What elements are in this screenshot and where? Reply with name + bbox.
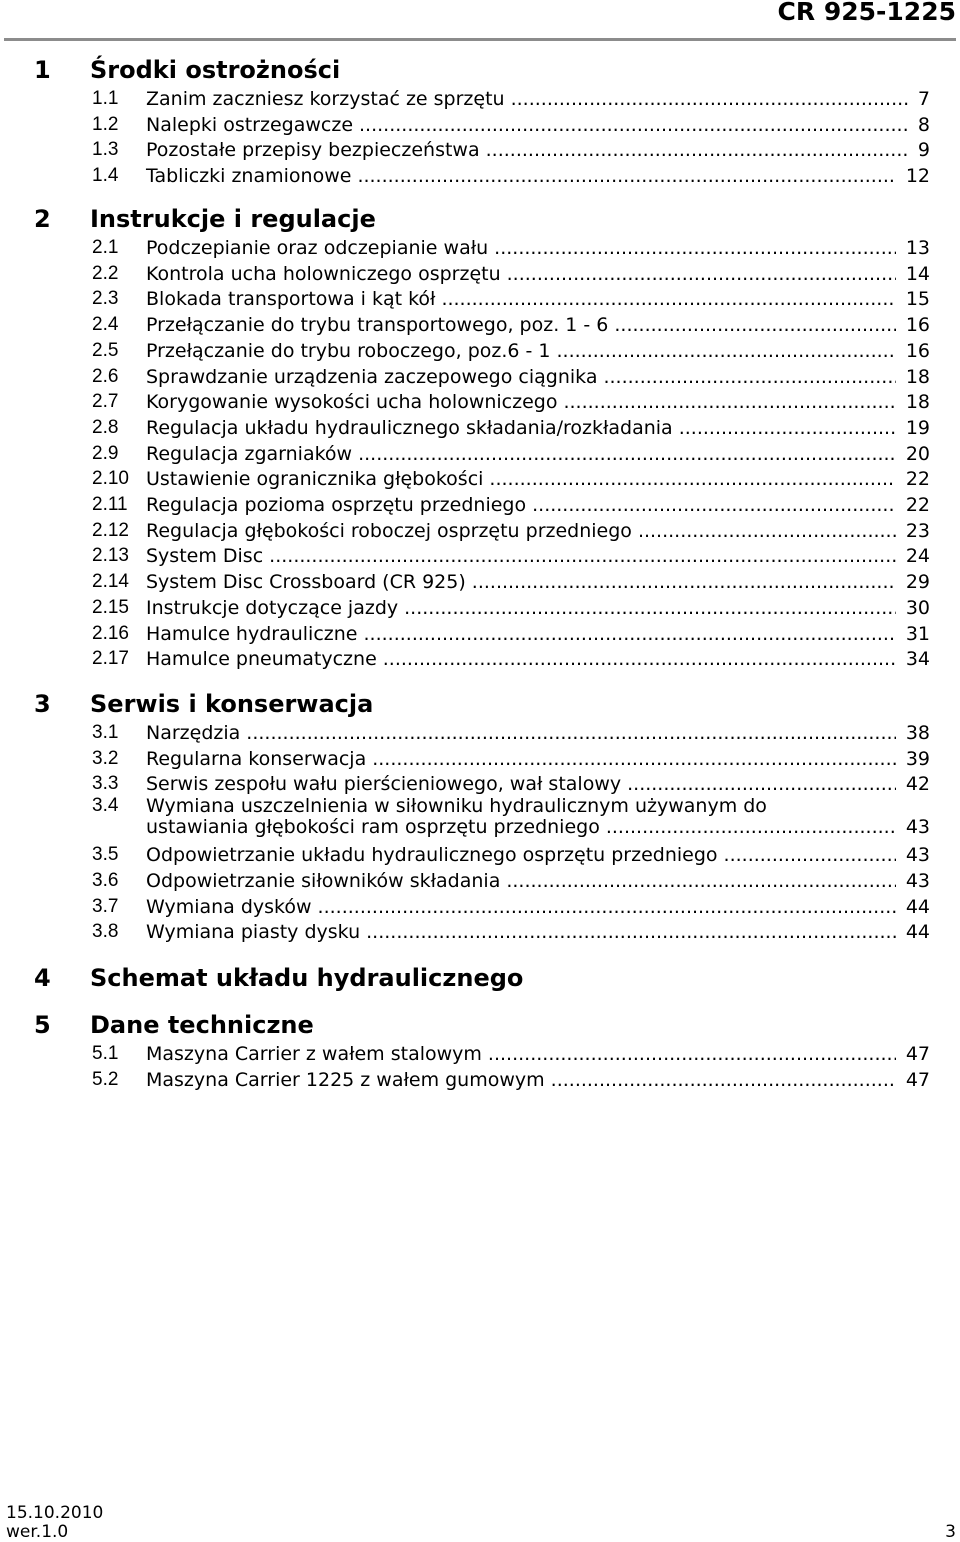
- toc-chapter: [0, 201, 960, 237]
- section-number: 1.1: [92, 88, 119, 109]
- toc-entry[interactable]: [0, 797, 960, 841]
- section-number: 2.14: [92, 571, 129, 593]
- toc-entry[interactable]: [0, 746, 960, 772]
- toc-entry-line: [146, 1067, 930, 1093]
- section-title: Maszyna Carrier 1225 z wałem gumowym: [146, 1068, 545, 1091]
- section-title: Kontrola ucha holowniczego osprzętu: [146, 262, 501, 285]
- toc-entry[interactable]: [0, 86, 960, 112]
- toc-entry-line: [146, 868, 930, 894]
- dot-leader: [359, 112, 908, 138]
- toc-entry[interactable]: [0, 569, 960, 595]
- dot-leader: [441, 286, 895, 312]
- toc-entry[interactable]: [0, 112, 960, 138]
- dot-leader: [269, 543, 896, 569]
- toc-entry[interactable]: [0, 163, 960, 189]
- toc-entry-line: [146, 842, 930, 868]
- toc-entry[interactable]: [0, 389, 960, 415]
- toc-chapter: [0, 686, 960, 722]
- dot-leader: [603, 364, 895, 390]
- toc-entry-line: [146, 816, 930, 838]
- page-number: 47: [905, 1043, 930, 1065]
- toc-entry[interactable]: [0, 137, 960, 163]
- toc-entry-line: [146, 338, 930, 364]
- dot-leader: [638, 518, 896, 544]
- toc-entry-line: [146, 746, 930, 772]
- dot-leader: [472, 569, 896, 595]
- section-title: Sprawdzanie urządzenia zaczepowego ciągnika: [146, 365, 598, 388]
- dot-leader: [551, 1067, 896, 1093]
- section-title-line1: Wymiana uszczelnienia w siłowniku hydraulicznym używanym do: [146, 795, 767, 818]
- toc-entry-line: [146, 1041, 930, 1067]
- section-title: Maszyna Carrier z wałem stalowym: [146, 1043, 482, 1065]
- section-title: Nalepki ostrzegawcze: [146, 113, 354, 136]
- section-title: Narzędzia: [146, 722, 241, 744]
- toc-entry-line: [146, 466, 930, 492]
- page-number: 7: [917, 88, 930, 110]
- toc-entry[interactable]: [0, 1041, 960, 1067]
- dot-leader: [383, 646, 896, 672]
- toc-entry-line: [146, 112, 930, 138]
- section-title: Odpowietrzanie siłowników składania: [146, 869, 501, 892]
- page-number: 18: [905, 391, 930, 414]
- section-title: Odpowietrzanie układu hydraulicznego osprzętu przedniego: [146, 844, 718, 867]
- section-number: 2.10: [92, 468, 129, 490]
- toc-entry[interactable]: [0, 842, 960, 868]
- page-number: 15: [905, 288, 930, 311]
- page-number: 22: [905, 494, 930, 516]
- toc-entry[interactable]: [0, 235, 960, 261]
- page-number: 39: [905, 747, 930, 770]
- page-number: 43: [905, 844, 930, 867]
- section-number: 2.12: [92, 519, 129, 541]
- toc-entry[interactable]: [0, 441, 960, 467]
- document-code: CR 925-1225: [777, 0, 956, 26]
- section-number: 2.2: [92, 262, 119, 284]
- dot-leader: [557, 338, 896, 364]
- page-number: 22: [905, 468, 930, 491]
- dot-leader: [511, 86, 908, 112]
- section-title: Przełączanie do trybu roboczego, poz.6 - 1: [146, 339, 551, 362]
- chapter-number: 1: [34, 56, 51, 84]
- section-number: 3.5: [92, 844, 119, 866]
- section-number: 2.8: [92, 416, 119, 438]
- section-number: 2.6: [92, 365, 119, 387]
- dot-leader: [679, 415, 896, 441]
- toc-entry[interactable]: [0, 286, 960, 312]
- chapter-number: 4: [34, 964, 51, 992]
- page-number: 16: [905, 314, 930, 337]
- toc-entry[interactable]: [0, 364, 960, 390]
- dot-leader: [486, 137, 908, 163]
- dot-leader: [246, 720, 896, 746]
- section-title: Tabliczki znamionowe: [146, 165, 352, 188]
- footer-page-number: 3: [945, 1522, 956, 1542]
- toc-entry[interactable]: [0, 720, 960, 746]
- toc-entry[interactable]: [0, 518, 960, 544]
- section-title: Pozostałe przepisy bezpieczeństwa: [146, 139, 480, 162]
- toc-entry-line: [146, 894, 930, 920]
- toc-entry[interactable]: [0, 338, 960, 364]
- toc-entry-line: [146, 235, 930, 261]
- page-number: 34: [905, 648, 930, 671]
- section-number: 2.7: [92, 391, 119, 413]
- page-number: 43: [905, 869, 930, 892]
- section-number: 2.16: [92, 622, 129, 644]
- toc-entry-line: [146, 415, 930, 441]
- toc-entry[interactable]: [0, 868, 960, 894]
- page-number: 14: [905, 262, 930, 285]
- section-number: 2.3: [92, 288, 119, 310]
- toc-entry-line: [146, 137, 930, 163]
- chapter-title: Środki ostrożności: [90, 56, 341, 84]
- toc-entry[interactable]: [0, 1067, 960, 1093]
- page-number: 47: [905, 1068, 930, 1091]
- dot-leader: [563, 389, 895, 415]
- section-number: 2.15: [92, 596, 129, 618]
- toc-entry[interactable]: [0, 646, 960, 672]
- chapter-number: 5: [34, 1011, 51, 1039]
- chapter-title: Schemat układu hydraulicznego: [90, 964, 524, 992]
- section-title: Serwis zespołu wału pierścieniowego, wał stalowy: [146, 773, 622, 796]
- dot-leader: [506, 868, 895, 894]
- chapter-title: Instrukcje i regulacje: [90, 205, 376, 233]
- section-number: 5.2: [92, 1068, 119, 1090]
- section-title: Regulacja głębokości roboczej osprzętu przedniego: [146, 519, 632, 542]
- page-number: 44: [905, 895, 930, 918]
- dot-leader: [489, 466, 895, 492]
- toc-entry-line: [146, 720, 930, 746]
- toc-entry[interactable]: [0, 771, 960, 797]
- toc-entry-line: [146, 286, 930, 312]
- section-number: 5.1: [92, 1043, 119, 1064]
- dot-leader: [488, 1041, 896, 1067]
- toc-entry-line: [146, 492, 930, 518]
- toc-entry[interactable]: [0, 543, 960, 569]
- section-title: Regulacja zgarniaków: [146, 442, 353, 465]
- page-number: 12: [905, 165, 930, 188]
- section-title: Regulacja pozioma osprzętu przedniego: [146, 494, 527, 516]
- section-number: 2.17: [92, 648, 129, 670]
- section-title: ustawiania głębokości ram osprzętu przedniego: [146, 816, 600, 839]
- page-number: 31: [905, 622, 930, 645]
- section-number: 3.3: [92, 773, 119, 795]
- chapter-number: 2: [34, 205, 51, 233]
- dot-leader: [606, 816, 896, 838]
- section-title: Zanim zaczniesz korzystać ze sprzętu: [146, 88, 505, 110]
- section-title: Podczepianie oraz odczepianie wału: [146, 237, 489, 259]
- section-number: 2.5: [92, 339, 119, 361]
- page-number: 44: [905, 921, 930, 944]
- section-number: 3.1: [92, 722, 119, 743]
- dot-leader: [627, 771, 896, 797]
- page-number: 42: [905, 773, 930, 796]
- toc-entry-line: [146, 86, 930, 112]
- page-number: 13: [905, 237, 930, 259]
- section-number: 3.7: [92, 895, 119, 917]
- page-number: 9: [917, 139, 930, 162]
- toc-entry-line: [146, 595, 930, 621]
- chapter-title: Dane techniczne: [90, 1011, 314, 1039]
- header-divider: [4, 38, 956, 41]
- page-number: 23: [905, 519, 930, 542]
- section-number: 2.4: [92, 314, 119, 336]
- page-number: 29: [905, 571, 930, 594]
- section-number: 1.3: [92, 139, 119, 161]
- toc-entry-line: [146, 441, 930, 467]
- toc-entry[interactable]: [0, 595, 960, 621]
- chapter-number: 3: [34, 690, 51, 718]
- section-title: Regulacja układu hydraulicznego składania/rozkładania: [146, 416, 673, 439]
- toc-entry-line: [146, 389, 930, 415]
- dot-leader: [724, 842, 896, 868]
- toc-entry-line: [146, 569, 930, 595]
- section-number: 3.2: [92, 747, 119, 769]
- section-title: System Disc: [146, 545, 264, 568]
- page-number: 20: [905, 442, 930, 465]
- page-number: 43: [905, 816, 930, 839]
- page-number: 19: [905, 416, 930, 439]
- section-title: Regularna konserwacja: [146, 747, 367, 770]
- toc-entry-line: [146, 163, 930, 189]
- section-number: 3.4: [92, 795, 119, 817]
- dot-leader: [364, 621, 896, 647]
- section-title: Blokada transportowa i kąt kół: [146, 288, 436, 311]
- toc-entry-line: [146, 312, 930, 338]
- dot-leader: [532, 492, 896, 518]
- toc-entry-line: [146, 364, 930, 390]
- section-title: System Disc Crossboard (CR 925): [146, 571, 466, 594]
- section-title: Ustawienie ogranicznika głębokości: [146, 468, 484, 491]
- dot-leader: [318, 894, 896, 920]
- section-number: 2.1: [92, 237, 119, 258]
- dot-leader: [357, 163, 895, 189]
- section-number: 1.2: [92, 113, 119, 135]
- section-number: 1.4: [92, 165, 119, 187]
- section-title: Korygowanie wysokości ucha holowniczego: [146, 391, 558, 414]
- dot-leader: [372, 746, 896, 772]
- section-title: Wymiana piasty dysku: [146, 921, 361, 944]
- page-number: 24: [905, 545, 930, 568]
- toc-entry-line: [146, 646, 930, 672]
- toc-chapter: [0, 960, 960, 996]
- toc-entry[interactable]: [0, 415, 960, 441]
- section-number: 2.11: [92, 494, 128, 515]
- page-number: 16: [905, 339, 930, 362]
- section-title: Przełączanie do trybu transportowego, poz. 1 - 6: [146, 314, 609, 337]
- toc-entry[interactable]: [0, 261, 960, 287]
- toc-entry-line: [146, 919, 930, 945]
- toc-entry[interactable]: [0, 621, 960, 647]
- dot-leader: [404, 595, 896, 621]
- section-number: 2.9: [92, 442, 119, 464]
- toc-entry[interactable]: [0, 919, 960, 945]
- toc-entry-line: [146, 621, 930, 647]
- toc-entry[interactable]: [0, 466, 960, 492]
- footer-date: 15.10.2010: [6, 1503, 104, 1523]
- section-number: 3.8: [92, 921, 119, 943]
- toc-entry-line: [146, 261, 930, 287]
- toc-entry-line: [146, 771, 930, 797]
- chapter-title: Serwis i konserwacja: [90, 690, 374, 718]
- page-number: 8: [917, 113, 930, 136]
- footer-revision: wer.1.0: [6, 1522, 69, 1542]
- dot-leader: [494, 235, 896, 261]
- dot-leader: [366, 919, 896, 945]
- toc-entry-line: [146, 518, 930, 544]
- toc-entry[interactable]: [0, 312, 960, 338]
- page-number: 30: [905, 596, 930, 619]
- toc-entry-line: [146, 543, 930, 569]
- toc-entry[interactable]: [0, 894, 960, 920]
- section-number: 2.13: [92, 545, 129, 567]
- toc-entry[interactable]: [0, 492, 960, 518]
- toc-chapter: [0, 52, 960, 88]
- section-title: Hamulce pneumatyczne: [146, 648, 377, 671]
- section-title: Wymiana dysków: [146, 895, 312, 918]
- page-number: 38: [905, 722, 930, 744]
- dot-leader: [507, 261, 896, 287]
- section-title: Instrukcje dotyczące jazdy: [146, 596, 399, 619]
- dot-leader: [358, 441, 896, 467]
- section-number: 3.6: [92, 869, 119, 891]
- dot-leader: [614, 312, 895, 338]
- page-number: 18: [905, 365, 930, 388]
- section-title: Hamulce hydrauliczne: [146, 622, 358, 645]
- toc-chapter: [0, 1007, 960, 1043]
